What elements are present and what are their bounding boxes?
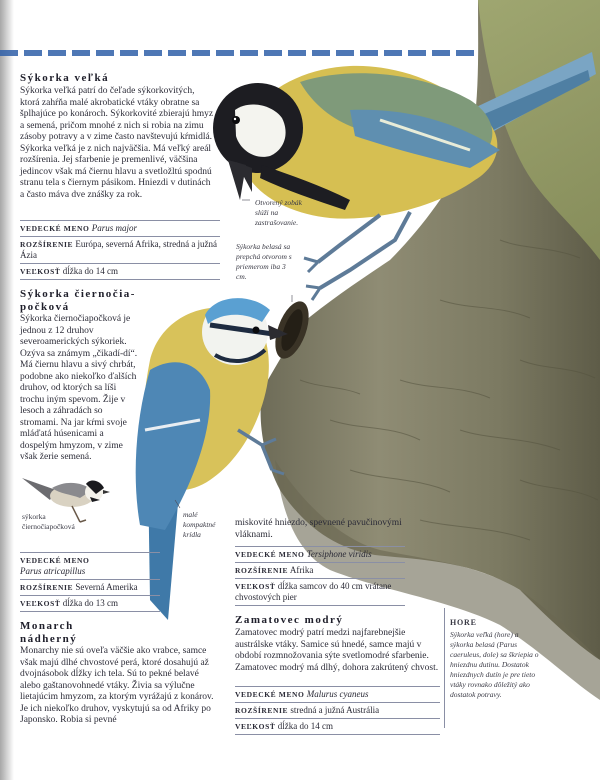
fact-label: VEĽKOSŤ <box>20 599 61 608</box>
great-tit-facts <box>20 220 220 280</box>
fairywren-facts <box>235 686 440 735</box>
fact-row <box>20 220 220 236</box>
great-tit-title: Sýkorka veľká <box>20 72 110 84</box>
fact-label: VEĽKOSŤ <box>235 582 276 591</box>
fact-value: Európa, severná Afrika, stredná a južná Ázia <box>20 239 218 260</box>
fact-value: Tersiphone viridis <box>306 549 372 559</box>
chickadee-title <box>20 288 136 314</box>
side-caption-text: Sýkorka veľká (hore) a sýkorka belasá (Parus caeruleus, dole) sa škriepia o hniezdnu dutinu. Dostatok hniezdnych dutín je pre tieto vtáky rovnako dôležitý ako dostatok potravy. <box>450 630 539 699</box>
caption-divider <box>444 608 445 728</box>
monarch-title-line1: Monarch <box>20 620 74 632</box>
fact-row <box>235 686 440 702</box>
monarch-body: Monarchy nie sú oveľa väčšie ako vrabce, samce však majú dlhé chvostové perá, ktoré dosahujú až dvojnásobok dĺžky ich tela. Sú to pekné belavé alebo gaštanovohnedé vtáky. Živia sa výlučne lietajúcim hmyzom, za ktorým vyrážajú z konárov. Je ich niekoľko druhov, vyskytujú sa od Afriky po Japonsko. Robia si pevné <box>20 646 214 725</box>
fact-value: dĺžka samcov do 40 cm vrátane chvostových pier <box>235 581 392 602</box>
side-caption-heading: HORE <box>450 618 477 627</box>
chickadee-body: Sýkorka čiernočiapočková je jednou z 12 druhov severoamerických sýkoriek. Ozýva sa známym „čikadí-dí“. Má čiernu hlavu a sivý chrbát, podobne ako niekoľko ďalších druhov, od ktorých sa líši trochu iným spevom. Žije v lesoch a záhradách so stromami. Na jar kŕmi svoje mláďatá húsenicami a dospelým hmyzom, v zime však žerie semená. <box>20 314 138 462</box>
monarch-title <box>20 620 77 646</box>
fact-value: Malurus cyaneus <box>306 689 369 699</box>
fact-value: Severná Amerika <box>75 582 138 592</box>
fact-row <box>20 595 160 612</box>
fact-label: VEDECKÉ MENO <box>235 550 305 559</box>
monarch-facts <box>235 546 405 606</box>
chickadee-facts <box>20 552 160 612</box>
fact-label: VEDECKÉ MENO <box>235 690 305 699</box>
beak-caption: Otvorený zobák slúži na zastrašovanie. <box>255 198 302 227</box>
fact-label: ROZŠÍRENIE <box>20 583 74 592</box>
fact-label: VEDECKÉ MENO <box>20 556 90 565</box>
chickadee-title-line1: Sýkorka čiernočia- <box>20 288 136 300</box>
fact-value: Parus atricapillus <box>20 566 86 576</box>
fact-row <box>20 552 160 579</box>
chickadee-title-line2: počková <box>20 301 70 313</box>
fact-row <box>235 702 440 718</box>
fact-value: Afrika <box>289 565 314 575</box>
fact-row <box>235 546 405 562</box>
wing-caption: malé kompaktné krídla <box>183 510 216 539</box>
fact-row <box>235 718 440 735</box>
fact-row <box>20 236 220 263</box>
monarch-title-line2: nádherný <box>20 633 78 645</box>
fact-row <box>235 562 405 578</box>
chickadee-thumb-caption: sýkorka čiernočiapočková <box>22 512 75 531</box>
fact-row <box>20 263 220 280</box>
fact-row <box>235 578 405 606</box>
nest-hole-caption: Sýkorka belasá sa prepchá otvorom s priemerom iba 3 cm. <box>236 242 292 281</box>
fact-row <box>20 579 160 595</box>
fact-label: VEDECKÉ MENO <box>20 224 90 233</box>
fact-label: VEĽKOSŤ <box>235 722 276 731</box>
fact-value: dĺžka do 14 cm <box>62 266 118 276</box>
great-tit-body: Sýkorka veľká patrí do čeľade sýkorkovitých, ktorá zahŕňa malé akrobatické vtáky obratne sa šplhajúce po konároch. Sýkorkovité zbierajú hmyz a semená, pričom mnohé z nich si robia na zimu zásoby potravy a v zime často navštevujú kŕmidlá. Sýkorka veľká je z nich najväčšia. Má veľký areál rozšírenia. Jej sfarbenie je premenlivé, väčšina jedincov však má čiernu hlavu a svetložltú spodnú stranu tela s čiernym pásikom. Hniezdi v dutinách a často máva dve znášky za rok. <box>20 86 214 200</box>
fact-label: ROZŠÍRENIE <box>20 240 74 249</box>
fairywren-title: Zamatovec modrý <box>235 614 344 626</box>
fact-label: VEĽKOSŤ <box>20 267 61 276</box>
monarch-body-continued: miskovité hniezdo, spevnené pavučinovými vláknami. <box>235 518 402 540</box>
fact-label: ROZŠÍRENIE <box>235 706 289 715</box>
fact-value: dĺžka do 13 cm <box>62 598 118 608</box>
fact-value: dĺžka do 14 cm <box>277 721 333 731</box>
fairywren-body: Zamatovec modrý patrí medzi najfarebnejšie austrálske vtáky. Samice sú hnedé, samce majú v období rozmnožovania sýte svetlomodré sfarbenie. Zamatovec modrý má dlhý, dohora zakrútený chvost. <box>235 628 439 673</box>
fact-label: ROZŠÍRENIE <box>235 566 289 575</box>
fact-value: stredná a južná Austrália <box>290 705 380 715</box>
fact-value: Parus major <box>91 223 138 233</box>
